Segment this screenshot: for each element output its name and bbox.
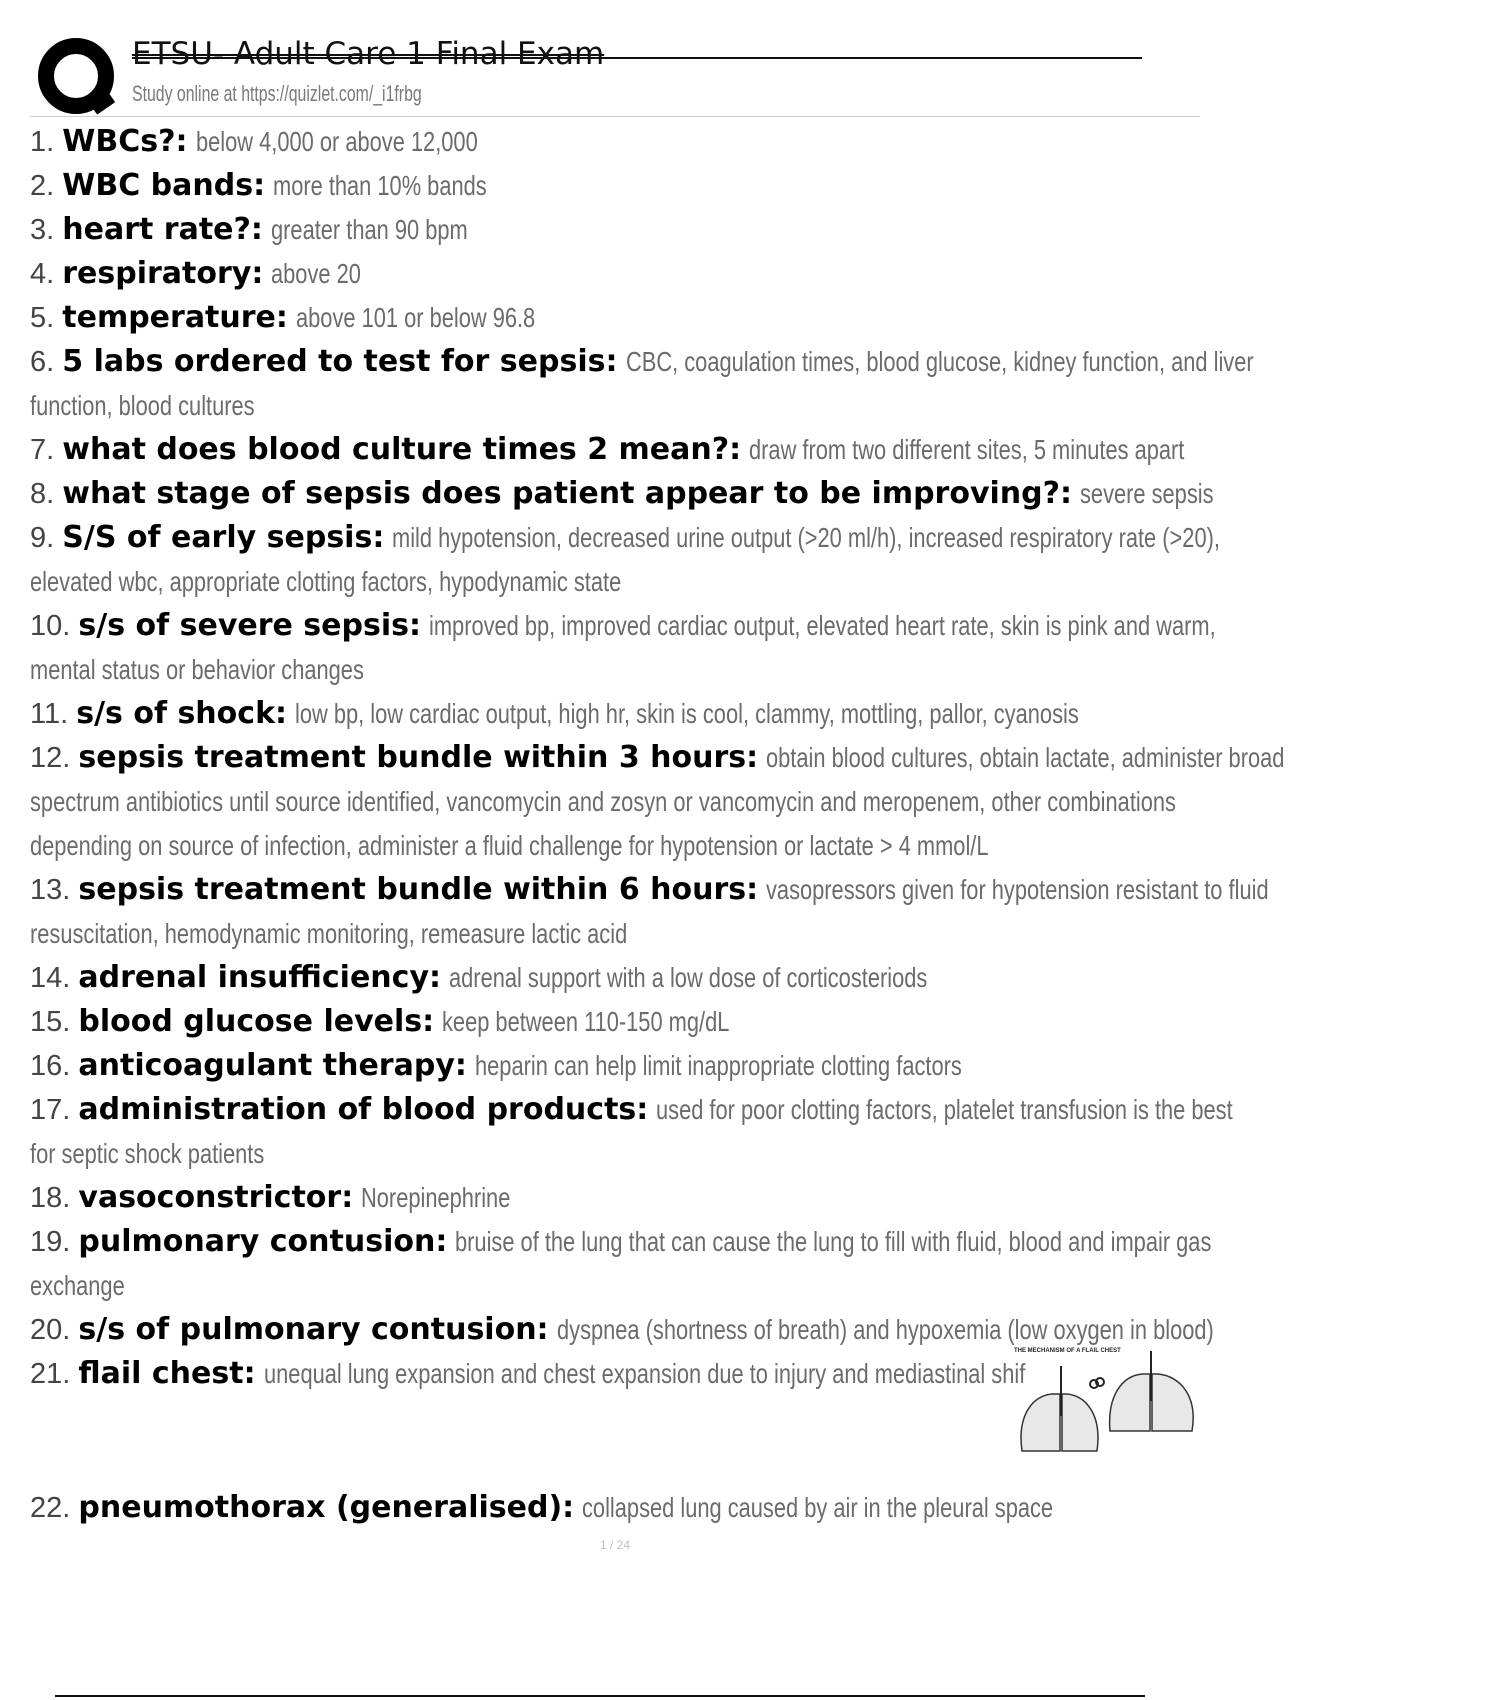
flashcard-item: [30, 1088, 1233, 1132]
item-term: WBC bands:: [62, 168, 266, 203]
figure-caption: THE MECHANISM OF A FLAIL CHEST: [1014, 1348, 1121, 1354]
flashcard-item: [30, 1486, 1200, 1530]
footer-rule: [55, 1695, 1145, 1697]
item-term: flail chest:: [78, 1356, 256, 1391]
item-number: 2.: [30, 170, 55, 202]
item-definition: function, blood cultures: [30, 390, 255, 421]
title-rule: [132, 57, 1142, 59]
item-definition: low bp, low cardiac output, high hr, skin is cool, clammy, mottling, pallor, cyanosis: [295, 698, 1079, 729]
flashcard-item: [30, 164, 1200, 208]
item-term: what stage of sepsis does patient appear to be improving?:: [62, 476, 1073, 511]
item-term: adrenal insufficiency:: [78, 960, 441, 995]
item-number: 7.: [30, 434, 55, 466]
flashcard-item-continuation: [30, 1264, 1200, 1308]
item-number: 3.: [30, 214, 55, 246]
item-term: blood glucose levels:: [78, 1004, 435, 1039]
item-definition: spectrum antibiotics until source identified, vancomycin and zosyn or vancomycin and meropenem, other combinations: [30, 786, 1176, 817]
document-title: ETSU- Adult Care 1 Final Exam: [132, 36, 605, 72]
item-definition: heparin can help limit inappropriate clotting factors: [474, 1050, 962, 1081]
item-term: s/s of pulmonary contusion:: [78, 1312, 549, 1347]
flashcard-item: [30, 1000, 1200, 1044]
item-term: temperature:: [62, 300, 288, 335]
item-term: pulmonary contusion:: [78, 1224, 448, 1259]
item-definition: vasopressors given for hypotension resistant to fluid: [766, 874, 1269, 905]
item-number: 5.: [30, 302, 55, 334]
item-definition: for septic shock patients: [30, 1138, 265, 1169]
flashcard-item-continuation: [30, 1132, 1200, 1176]
item-term: s/s of severe sepsis:: [78, 608, 421, 643]
item-term: S/S of early sepsis:: [62, 520, 385, 555]
item-number: 16.: [30, 1050, 71, 1082]
item-definition: used for poor clotting factors, platelet transfusion is the best: [656, 1094, 1233, 1125]
flashcard-item: [30, 120, 1200, 164]
flashcard-item: [30, 1176, 1200, 1220]
flashcard-item: [30, 604, 1216, 648]
item-term: heart rate?:: [62, 212, 263, 247]
flashcard-item: [30, 428, 1200, 472]
item-number: 1.: [30, 126, 55, 158]
item-term: sepsis treatment bundle within 6 hours:: [78, 872, 759, 907]
item-definition: mental status or behavior changes: [30, 654, 364, 685]
item-definition: collapsed lung caused by air in the pleural space: [582, 1492, 1054, 1523]
flashcard-item: [30, 692, 1200, 736]
flashcard-item: [30, 252, 1200, 296]
item-number: 17.: [30, 1094, 71, 1126]
flashcard-item: [30, 296, 1200, 340]
item-definition: elevated wbc, appropriate clotting factors, hypodynamic state: [30, 566, 622, 597]
item-number: 20.: [30, 1314, 71, 1346]
item-definition: more than 10% bands: [273, 170, 487, 201]
flashcard-item: [30, 956, 1200, 1000]
item-number: 12.: [30, 742, 71, 774]
item-number: 10.: [30, 610, 71, 642]
flashcard-list: [30, 120, 1285, 1530]
item-term: administration of blood products:: [78, 1092, 649, 1127]
flail-chest-diagram: [1012, 1346, 1200, 1476]
item-definition: obtain blood cultures, obtain lactate, administer broad: [766, 742, 1285, 773]
item-term: sepsis treatment bundle within 3 hours:: [78, 740, 759, 775]
item-definition: above 101 or below 96.8: [295, 302, 536, 333]
item-term: WBCs?:: [62, 124, 188, 159]
flashcard-item-continuation: [30, 824, 1200, 868]
item-definition: resuscitation, hemodynamic monitoring, remeasure lactic acid: [30, 918, 628, 949]
flashcard-item: [30, 868, 1269, 912]
flashcard-item: [30, 736, 1285, 780]
item-number: 11.: [30, 698, 69, 730]
flashcard-item-continuation: [30, 648, 1200, 692]
flashcard-item: [30, 1044, 1200, 1088]
item-term: vasoconstrictor:: [78, 1180, 354, 1215]
item-definition: depending on source of infection, administer a fluid challenge for hypotension or lactate > 4 mmol/L: [30, 830, 989, 861]
item-number: 4.: [30, 258, 55, 290]
item-definition: CBC, coagulation times, blood glucose, kidney function, and liver: [625, 346, 1254, 377]
item-term: pneumothorax (generalised):: [78, 1490, 575, 1525]
header-divider: [30, 116, 1200, 117]
item-definition: severe sepsis: [1080, 478, 1214, 509]
item-definition: unequal lung expansion and chest expansion due to injury and mediastinal shif: [263, 1358, 1025, 1389]
item-number: 13.: [30, 874, 71, 906]
item-definition: Norepinephrine: [361, 1182, 511, 1213]
item-number: 9.: [30, 522, 55, 554]
item-definition: bruise of the lung that can cause the lung to fill with fluid, blood and impair gas: [455, 1226, 1212, 1257]
item-definition: greater than 90 bpm: [270, 214, 468, 245]
item-term: s/s of shock:: [76, 696, 288, 731]
study-online-link[interactable]: Study online at https://quizlet.com/_i1frbg: [132, 81, 422, 106]
item-number: 22.: [30, 1492, 71, 1524]
item-term: anticoagulant therapy:: [78, 1048, 467, 1083]
item-term: what does blood culture times 2 mean?:: [62, 432, 742, 467]
item-definition: exchange: [30, 1270, 125, 1301]
item-definition: improved bp, improved cardiac output, elevated heart rate, skin is pink and warm,: [429, 610, 1216, 641]
flashcard-item: [30, 340, 1254, 384]
item-number: 21.: [30, 1358, 71, 1390]
item-number: 19.: [30, 1226, 71, 1258]
item-definition: adrenal support with a low dose of corticosteriods: [449, 962, 928, 993]
quizlet-logo-icon: [34, 34, 144, 118]
flashcard-item: [30, 208, 1200, 252]
item-number: 8.: [30, 478, 55, 510]
item-number: 6.: [30, 346, 55, 378]
item-definition: below 4,000 or above 12,000: [195, 126, 478, 157]
flashcard-item-continuation: [30, 560, 1200, 604]
item-definition: above 20: [271, 258, 362, 289]
item-definition: dyspnea (shortness of breath) and hypoxemia (low oxygen in blood): [556, 1314, 1214, 1345]
item-number: 18.: [30, 1182, 71, 1214]
item-definition: draw from two different sites, 5 minutes apart: [749, 434, 1185, 465]
item-definition: keep between 110-150 mg/dL: [442, 1006, 730, 1037]
flashcard-item-continuation: [30, 384, 1200, 428]
flashcard-item: [30, 1220, 1212, 1264]
item-number: 15.: [30, 1006, 71, 1038]
flashcard-item-continuation: [30, 780, 1200, 824]
flashcard-item: [30, 472, 1214, 516]
item-term: respiratory:: [62, 256, 264, 291]
document-header: [30, 30, 1200, 118]
item-term: 5 labs ordered to test for sepsis:: [62, 344, 618, 379]
flashcard-item-continuation: [30, 912, 1200, 956]
flashcard-item: [30, 516, 1221, 560]
item-definition: mild hypotension, decreased urine output (>20 ml/h), increased respiratory rate (>20),: [392, 522, 1221, 553]
page-number: 1 / 24: [600, 1538, 631, 1552]
item-number: 14.: [30, 962, 71, 994]
